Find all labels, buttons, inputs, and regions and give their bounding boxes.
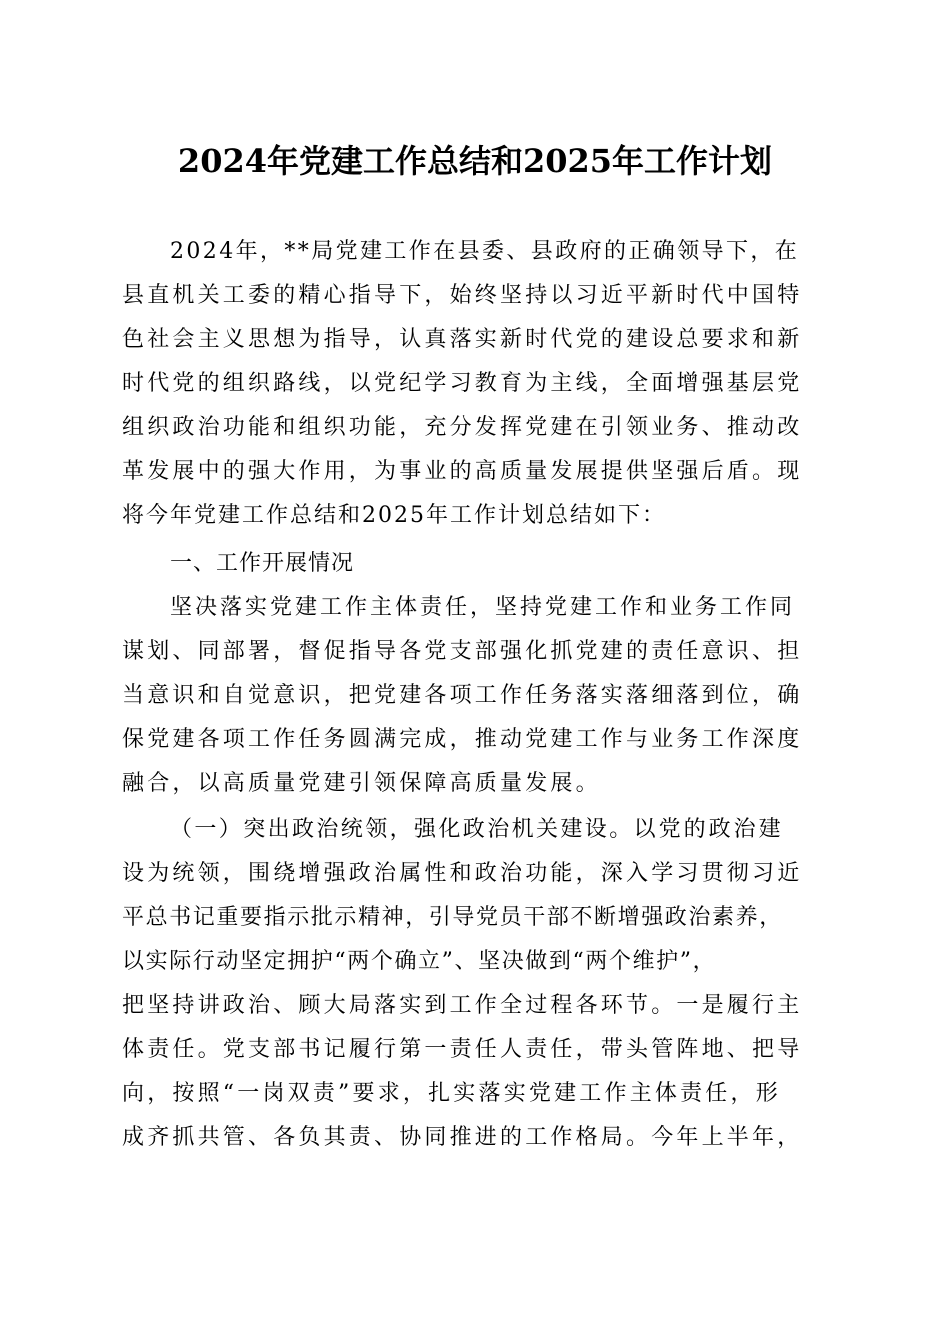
body-line: 县直机关工委的精心指导下，始终坚持以习近平新时代中国特 (122, 283, 803, 308)
body-line: 2024年，**局党建工作在县委、县政府的正确领导下，在 (170, 239, 800, 264)
section-heading: 一、工作开展情况 (170, 551, 355, 576)
document-title: 2024年党建工作总结和2025年工作计划 (177, 142, 773, 180)
body-line: 坚决落实党建工作主体责任，坚持党建工作和业务工作同 (170, 595, 796, 620)
body-line: 当意识和自觉意识，把党建各项工作任务落实落细落到位，确 (122, 683, 803, 708)
body-line: 将今年党建工作总结和2025年工作计划总结如下： (122, 503, 666, 528)
body-line: 谋划、同部署，督促指导各党支部强化抓党建的责任意识、担 (122, 639, 803, 664)
body-line: 成齐抓共管、各负其责、协同推进的工作格局。今年上半年， (122, 1125, 803, 1150)
body-line: 以实际行动坚定拥护“两个确立”、坚决做到“两个维护”， (122, 949, 717, 974)
body-line: 色社会主义思想为指导，认真落实新时代党的建设总要求和新 (122, 327, 803, 352)
subsection-line (170, 808, 784, 852)
body-line: 设为统领，围绕增强政治属性和政治功能，深入学习贯彻习近 (122, 861, 803, 886)
body-line: 保党建各项工作任务圆满完成，推动党建工作与业务工作深度 (122, 727, 803, 752)
subsection-heading: （一）突出政治统领，强化政治机关建设。 (170, 817, 634, 842)
body-line: 组织政治功能和组织功能，充分发挥党建在引领业务、推动改 (122, 415, 803, 440)
body-line: 向，按照“一岗双责”要求，扎实落实党建工作主体责任，形 (122, 1081, 781, 1106)
subsection-text: 以党的政治建 (633, 817, 784, 842)
body-line: 把坚持讲政治、顾大局落实到工作全过程各环节。一是履行主 (122, 993, 803, 1018)
body-line: 融合，以高质量党建引领保障高质量发展。 (122, 771, 601, 796)
body-line: 革发展中的强大作用，为事业的高质量发展提供坚强后盾。现 (122, 459, 803, 484)
body-line: 时代党的组织路线，以党纪学习教育为主线，全面增强基层党 (122, 371, 803, 396)
body-line: 体责任。党支部书记履行第一责任人责任，带头管阵地、把导 (122, 1037, 803, 1062)
body-line: 平总书记重要指示批示精神，引导党员干部不断增强政治素养， (122, 905, 783, 930)
